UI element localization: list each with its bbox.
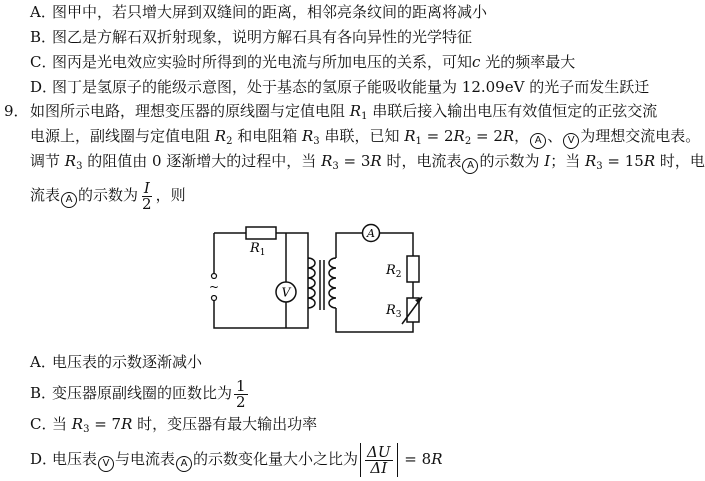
resistor-r1 — [246, 227, 276, 239]
option-letter: A． — [30, 3, 56, 21]
subscript: 3 — [596, 161, 603, 172]
subscript: 2 — [226, 136, 233, 147]
variable-r: R — [302, 127, 314, 145]
label-r1: $R_1$ — [250, 241, 266, 258]
option-letter: B． — [30, 28, 57, 46]
option-b — [30, 376, 250, 410]
variable-r: R — [64, 152, 77, 170]
subscript: 1 — [415, 136, 422, 147]
option-text: 变压器原副线圈的匝数比为 — [52, 384, 233, 402]
option-text: 的示数变化量大小之比为 — [193, 450, 359, 468]
ammeter-icon: A — [530, 133, 546, 149]
option-text: 光的频率最大 — [480, 53, 576, 71]
variable-r: R — [321, 152, 333, 170]
abs-ratio — [358, 443, 399, 477]
option-text: 电压表的示数逐渐减小 — [52, 353, 203, 371]
stem-text: 的示数为 — [78, 186, 139, 204]
variable-r: R — [502, 127, 515, 145]
fraction-denominator: ΔI — [370, 458, 388, 477]
stem-text: 、 — [547, 127, 563, 145]
label-r2: $R_2$ — [386, 263, 402, 280]
stem-text: = 15 — [602, 152, 644, 170]
stem-text: 调节 — [30, 152, 65, 170]
variable-r: R — [214, 127, 227, 145]
ammeter-icon: A — [176, 456, 192, 472]
voltmeter-label: V — [281, 285, 291, 300]
ammeter-icon: A — [61, 192, 77, 208]
variable-r: R — [584, 152, 597, 170]
resistor-r2 — [407, 256, 419, 282]
variable-r1: R — [349, 102, 362, 120]
stem-text: 如图所示电路，理想变压器的原线圈与定值电阻 — [30, 102, 350, 120]
stem-text: 和电阻箱 — [232, 127, 302, 145]
option-letter: B． — [30, 384, 57, 402]
option-text: 与电流表 — [115, 450, 176, 468]
subscript: 3 — [313, 136, 320, 147]
voltmeter-icon: V — [98, 456, 114, 472]
stem-text: 电源上，副线圈与定值电阻 — [30, 127, 215, 145]
option-letter: A． — [30, 353, 56, 371]
fraction-numerator: I — [143, 178, 150, 197]
option-text: = 7 — [89, 415, 122, 433]
variable-r: R — [404, 127, 416, 145]
abs-bar-right — [397, 443, 398, 477]
option-text: 当 — [52, 415, 72, 433]
option-letter: C． — [30, 53, 57, 71]
variable-r: R — [643, 152, 656, 170]
stem-text: 时，电流表 — [381, 152, 462, 170]
label-r3: $R_3$ — [386, 303, 402, 320]
ammeter-icon: A — [462, 158, 478, 174]
question-line-3 — [30, 151, 705, 177]
subscript: 1 — [361, 111, 368, 122]
option-a — [30, 352, 202, 372]
variable-r: R — [431, 450, 443, 468]
source-terminal-top — [212, 274, 217, 279]
stem-text: 为理想交流电表。 — [580, 127, 701, 145]
option-d — [30, 440, 442, 478]
option-text: = 8 — [399, 450, 432, 468]
variable-r: R — [121, 415, 133, 433]
prev-option-b — [30, 27, 472, 47]
stem-text: 串联后接入输出电压有效值恒定的正弦交流 — [367, 102, 658, 120]
fraction-denominator: 2 — [142, 194, 152, 213]
fraction-numerator: 1 — [236, 376, 246, 395]
subscript: 3 — [83, 424, 90, 435]
secondary-coil — [329, 258, 336, 308]
stem-text: 串联，已知 — [319, 127, 405, 145]
option-text: 时，变压器有最大输出功率 — [132, 415, 318, 433]
prev-option-d — [30, 77, 649, 97]
wire-secondary-top-left — [336, 233, 363, 258]
primary-coil — [308, 258, 315, 308]
question-number: 9． — [4, 102, 29, 120]
option-text: 图甲中，若只增大屏到双缝间的距离，相邻亮条纹间的距离将减小 — [52, 3, 488, 21]
fraction-1-over-2 — [234, 376, 248, 411]
fraction-du-over-di — [365, 442, 392, 477]
question-line-2 — [30, 126, 700, 152]
fraction-denominator: 2 — [236, 392, 246, 411]
voltmeter-icon: V — [563, 133, 579, 149]
option-text: 电压表 — [52, 450, 98, 468]
option-text: 图乙是方解石双折射现象，说明方解石具有各向异性的光学特征 — [52, 28, 473, 46]
stem-text: 流表 — [30, 186, 61, 204]
variable-i: I — [544, 152, 551, 170]
stem-text: = 2 — [471, 127, 503, 145]
stem-text: = 3 — [338, 152, 371, 170]
option-letter: D． — [30, 450, 58, 468]
option-text: 图丙是光电效应实验时所得到的光电流与所加电压的关系，可知 — [52, 53, 473, 71]
variable-r: R — [71, 415, 84, 433]
abs-bar-left — [360, 443, 361, 477]
subscript: 3 — [76, 161, 83, 172]
stem-text: 的示数为 — [479, 152, 545, 170]
stem-text: 时，电 — [655, 152, 705, 170]
subscript: 3 — [332, 161, 339, 172]
prev-option-a — [30, 2, 487, 22]
variable-r: R — [453, 127, 465, 145]
fraction-i-over-2 — [140, 178, 154, 213]
option-text: 图丁是氢原子的能级示意图，处于基态的氢原子能吸收能量为 12.09eV 的光子而发生跃迁 — [52, 78, 650, 96]
stem-text: 的阻值由 0 逐渐增大的过程中，当 — [82, 152, 322, 170]
stem-text: ；当 — [550, 152, 585, 170]
question-line-4 — [30, 178, 186, 212]
fraction-numerator: ΔU — [367, 442, 391, 461]
option-letter: C． — [30, 415, 57, 433]
option-letter: D． — [30, 78, 58, 96]
circuit-diagram — [208, 218, 438, 346]
stem-text: ，则 — [155, 186, 186, 204]
stem-text: ， — [514, 127, 530, 145]
ammeter-label: A — [367, 227, 375, 240]
question-line-1 — [4, 101, 657, 127]
variable-r: R — [370, 152, 382, 170]
stem-text: = 2 — [421, 127, 454, 145]
variable-c: c — [472, 53, 481, 71]
source-terminal-bottom — [212, 296, 217, 301]
wire-secondary-top-right — [379, 233, 413, 256]
prev-option-c — [30, 52, 575, 72]
option-c — [30, 414, 317, 440]
ac-source-icon: ~ — [208, 280, 220, 294]
subscript: 2 — [464, 136, 472, 147]
